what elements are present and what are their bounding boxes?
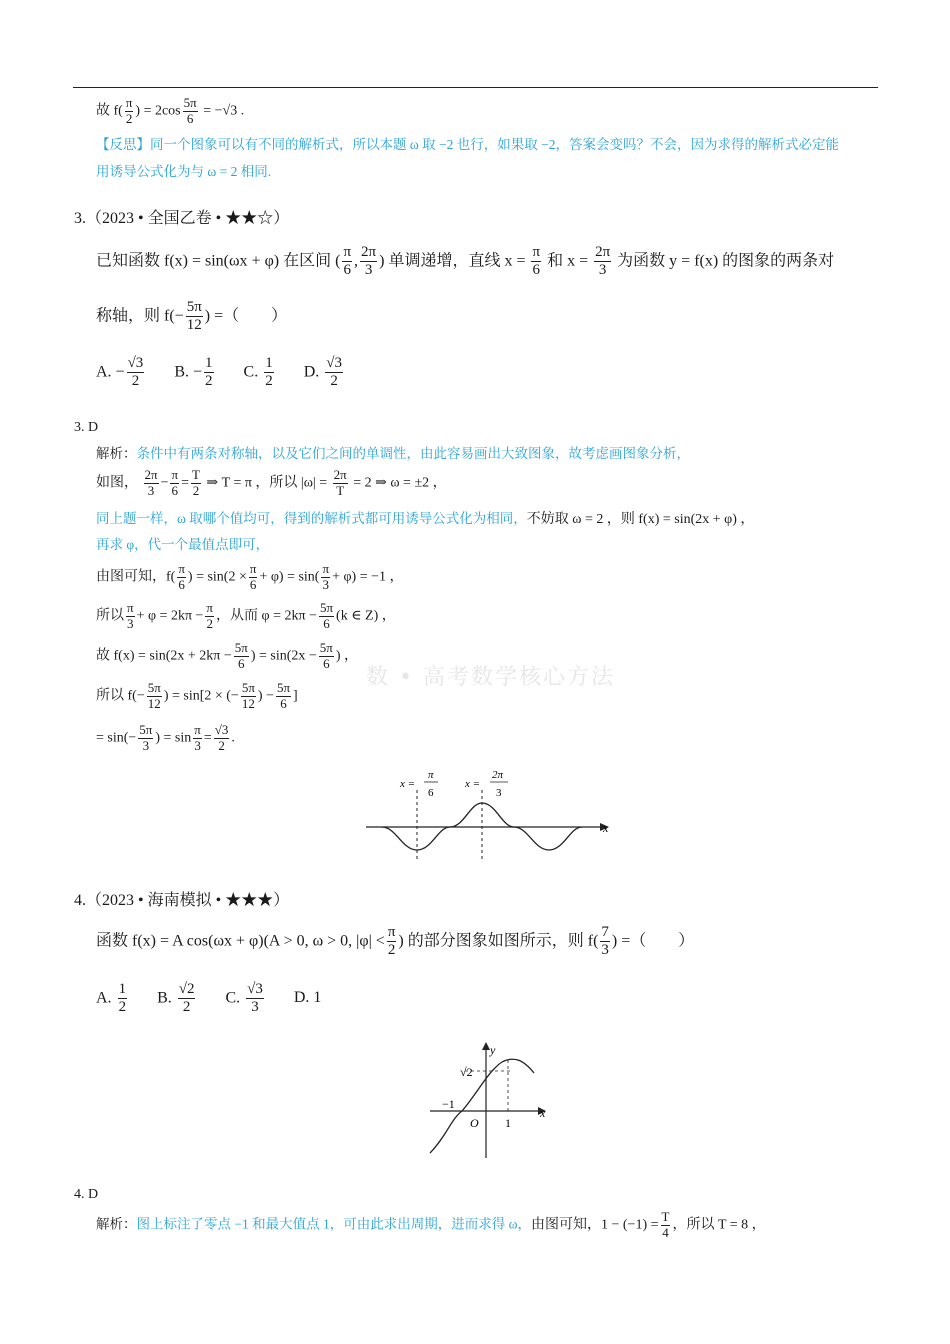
a3-line-omega: 同上题一样，ω 取哪个值均可，得到的解析式都可用诱导公式化为相同，不妨取 ω = 2 ，则 f(x) = sin(2x + φ) ，	[96, 511, 755, 527]
q4-stem: 函数 f(x) = A cos(ωx + φ)(A > 0, ω > 0, |φ| < $\frac{\pi}{2}$ ) 的部分图象如图所示，则 f( $\frac{7}{3}$ ) =（ ）	[96, 924, 695, 959]
q3-header: 3.（2023 • 全国乙卷 • ★★☆）	[74, 210, 290, 227]
q4-options	[96, 981, 345, 1017]
a3-line-7: 所以 f(− $\frac{5\pi}{12}$ ) = sin[2 × (− $\frac{5\pi}{12}$ ) − $\frac{5\pi}{6}$ ]	[96, 680, 298, 711]
q3-stem-line-1: 已知函数 f(x) = sin(ωx + φ) 在区间 ( $\frac{\pi}{6}$ , $\frac{2\pi}{3}$ ) 单调递增，直线 x = $\frac{\pi}{6}$ 和 x = $\frac{2\pi}{3}$ 为函数 y = f(x) 的图象的两条对	[96, 244, 835, 279]
q3-stem-line-2: 称轴，则 f(− $\frac{5\pi}{12}$ ) =（ ）	[96, 299, 288, 334]
a3-analysis: 解析：条件中有两条对称轴，以及它们之间的单调性，由此容易画出大致图象，故考虑画图象分析，	[96, 446, 690, 461]
a3-line-8: = sin(− $\frac{5\pi}{3}$ ) = sin $\frac{\pi}{3}$ = $\frac{√3}{2}$ .	[96, 722, 235, 753]
label-6: 6	[428, 787, 434, 799]
label-x-2pi3-eq: x =	[465, 778, 481, 790]
y-axis-label: y	[490, 1043, 496, 1057]
label-2pi: 2π	[492, 769, 504, 781]
q3-sine-figure	[360, 760, 620, 865]
label-minus-1: −1	[442, 1097, 455, 1111]
q4-header: 4.（2023 • 海南模拟 • ★★★）	[74, 892, 290, 909]
reflection-line-1: 【反思】同一个图象可以有不同的解析式，所以本题 ω 取 −2 也行，如果取 −2，答案会变吗？不会，因为求得的解析式必定能	[96, 137, 839, 152]
label-sqrt2: √2	[460, 1065, 473, 1079]
q4-option-b[interactable]: B. $\frac{√2}{2}$	[157, 981, 195, 1016]
a3-line-4: 由图可知，f( $\frac{\pi}{6}$ ) = sin(2 × $\frac{\pi}{6}$ + φ) = sin( $\frac{\pi}{3}$ + φ) = −1 ，	[96, 561, 404, 592]
q4-option-a[interactable]: A. $\frac{1}{2}$	[96, 981, 127, 1016]
q4-option-c[interactable]: C. $\frac{√3}{3}$	[225, 981, 263, 1016]
a3-line-period: 如图， $\frac{2\pi}{3}$ − $\frac{\pi}{6}$ = $\frac{T}{2}$ ⇒ T = π ，所以 |ω| = $\frac{2\pi}{T}$ = 2 ⇒ ω = ±2 ，	[96, 467, 447, 498]
header-rule	[73, 87, 878, 88]
q3-option-d[interactable]: D. $\frac{√3}{2}$	[303, 355, 342, 390]
q4-cos-figure	[420, 1038, 560, 1163]
a3-line-5: 所以 $\frac{\pi}{3}$ + φ = 2kπ − $\frac{\pi}{2}$ ，从而 φ = 2kπ − $\frac{5\pi}{6}$ (k ∈ Z) ，	[96, 600, 396, 631]
q3-options	[96, 355, 369, 391]
a3-line-phi-hint: 再求 φ，代一个最值点即可，	[96, 537, 270, 552]
q4-option-d[interactable]: D. 1	[293, 989, 322, 1007]
a4-answer: 4. D	[74, 1187, 99, 1202]
q3-option-a[interactable]: A. − $\frac{√3}{2}$	[96, 355, 144, 390]
a3-answer: 3. D	[74, 420, 99, 435]
q3-option-b[interactable]: B. − $\frac{1}{2}$	[174, 355, 213, 390]
x-axis-label: x	[540, 1106, 546, 1120]
reflection-line-2: 用诱导公式化为与 ω = 2 相同.	[96, 164, 272, 179]
top-line-1: 故 f( $\frac{\pi}{2}$ ) = 2cos $\frac{5\pi}{6}$ = −√3 .	[96, 95, 245, 126]
a3-line-6: 故 f(x) = sin(2x + 2kπ − $\frac{5\pi}{6}$ ) = sin(2x − $\frac{5\pi}{6}$ ) ，	[96, 640, 359, 671]
watermark: 数 • 高考数学核心方法	[366, 665, 615, 690]
label-3: 3	[496, 787, 502, 799]
x-axis-label: x	[603, 821, 609, 835]
label-origin: O	[470, 1116, 479, 1130]
label-1: 1	[505, 1116, 511, 1130]
label-x-pi6-eq: x =	[400, 778, 416, 790]
q3-option-c[interactable]: C. $\frac{1}{2}$	[243, 355, 273, 390]
y-axis-arrow-icon	[482, 1042, 490, 1050]
label-pi: π	[428, 769, 434, 781]
a4-analysis: 解析：图上标注了零点 −1 和最大值点 1，可由此求出周期，进而求得 ω，由图可知，1 − (−1) = $\frac{T}{4}$ ，所以 T = 8 ，	[96, 1209, 766, 1240]
